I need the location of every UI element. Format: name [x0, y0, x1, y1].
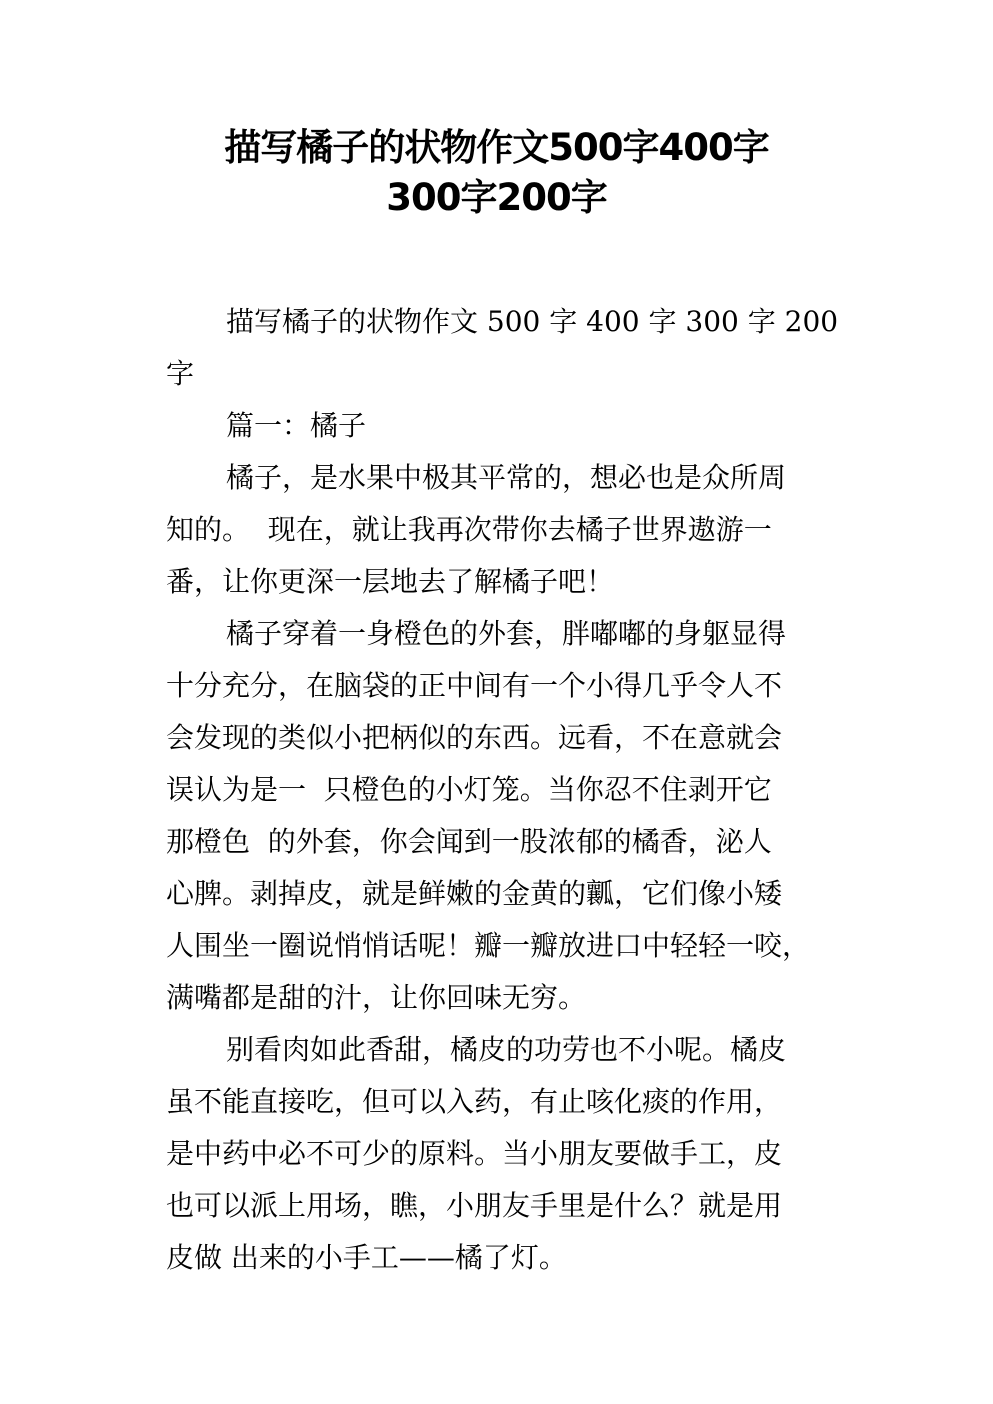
body-line: 虽不能直接吃，但可以入药，有止咳化痰的作用， [166, 1085, 783, 1118]
body-line: 别看肉如此香甜，橘皮的功劳也不小呢。橘皮 [226, 1033, 787, 1066]
section-heading: 篇一：橘子 [226, 409, 367, 442]
body-line: 番，让你更深一层地去了解橘子吧！ [166, 565, 615, 598]
body-line: 人围坐一圈说悄悄话呢！瓣一瓣放进口中轻轻一咬， [166, 929, 811, 962]
body-line: 知的。 现在，就让我再次带你去橘子世界遨游一 [166, 513, 772, 546]
body-line: 是中药中必不可少的原料。当小朋友要做手工，皮 [166, 1137, 783, 1170]
document-title-line-1: 描写橘子的状物作文500字400字 [224, 126, 769, 169]
body-line: 满嘴都是甜的汁，让你回味无穷。 [166, 981, 587, 1014]
body-line: 十分充分，在脑袋的正中间有一个小得几乎令人不 [166, 669, 783, 702]
body-line: 字 [166, 357, 195, 390]
body-line: 描写橘子的状物作文 500 字 400 字 300 字 200 [226, 305, 839, 338]
body-line: 误认为是一 只橙色的小灯笼。当你忍不住剥开它 [166, 773, 772, 806]
body-line: 心脾。剥掉皮，就是鲜嫩的金黄的瓤，它们像小矮 [166, 877, 783, 910]
body-line: 会发现的类似小把柄似的东西。远看，不在意就会 [166, 721, 783, 754]
body-line: 橘子穿着一身橙色的外套，胖嘟嘟的身躯显得 [226, 617, 787, 650]
body-line: 也可以派上用场，瞧，小朋友手里是什么？就是用 [166, 1189, 783, 1222]
document-title-line-2: 300字200字 [386, 176, 607, 219]
body-line: 那橙色 的外套，你会闻到一股浓郁的橘香，泌人 [166, 825, 772, 858]
body-line: 橘子，是水果中极其平常的，想必也是众所周 [226, 461, 787, 494]
body-line: 皮做 出来的小手工——橘了灯。 [166, 1241, 567, 1274]
